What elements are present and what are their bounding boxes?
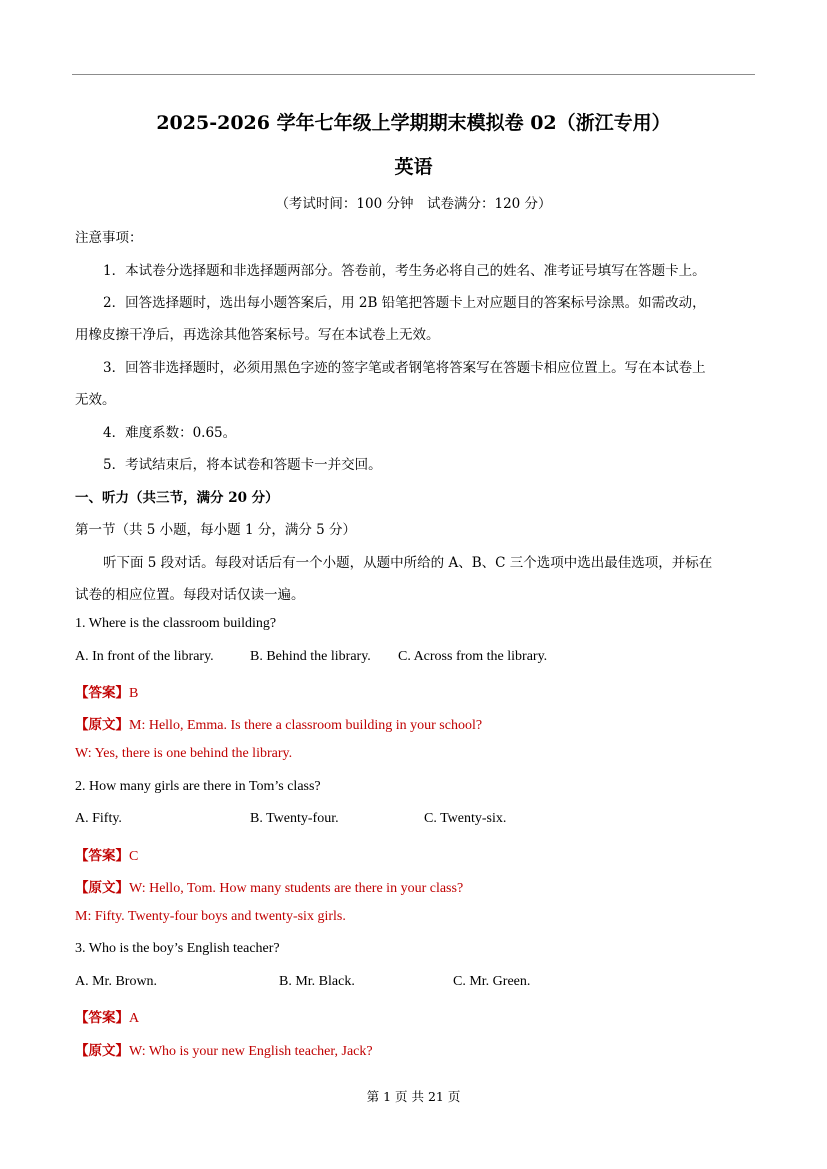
- exam-info: （考试时间：100 分钟 试卷满分：120 分）: [275, 196, 552, 212]
- q3-option-b: B. Mr. Black.: [279, 974, 355, 989]
- q2-option-a: A. Fifty.: [75, 811, 122, 826]
- note-item-3: 3．回答非选择题时，必须用黑色字迹的签字笔或者钢笔将答案写在答题卡相应位置上。写在本试卷上: [103, 360, 706, 376]
- q1-option-b: B. Behind the library.: [250, 649, 371, 664]
- page-title: 2025-2026 学年七年级上学期期末模拟卷 02（浙江专用）: [156, 112, 671, 134]
- transcript-line: M: Hello, Emma. Is there a classroom building in your school?: [129, 718, 483, 733]
- q1-option-c: C. Across from the library.: [398, 649, 548, 664]
- transcript-line: W: Who is your new English teacher, Jack?: [129, 1044, 373, 1059]
- answer-label: 【答案】: [75, 685, 129, 701]
- transcript-label: 【原文】: [75, 717, 129, 733]
- note-item-2: 2．回答选择题时，选出每小题答案后，用 2B 铅笔把答题卡上对应题目的答案标号涂黑。如需改动，: [103, 295, 706, 311]
- transcript-label: 【原文】: [75, 880, 129, 896]
- q3-answer: [75, 1006, 139, 1027]
- q3-option-a: A. Mr. Brown.: [75, 974, 158, 989]
- note-item-2-cont: 用橡皮擦干净后，再选涂其他答案标号。写在本试卷上无效。: [75, 327, 440, 343]
- transcript-label: 【原文】: [75, 1043, 129, 1059]
- question-stem-3: 3. Who is the boy’s English teacher?: [75, 941, 280, 956]
- q2-transcript: [75, 876, 463, 897]
- page-number: 第 1 页 共 21 页: [366, 1089, 461, 1104]
- answer-label: 【答案】: [75, 848, 129, 864]
- instruction-line-1: 听下面 5 段对话。每段对话后有一个小题，从题中所给的 A、B、C 三个选项中选出最佳选项，并标在: [103, 555, 713, 571]
- q3-transcript: [75, 1039, 373, 1060]
- section-heading: 一、听力（共三节，满分 20 分）: [75, 490, 279, 506]
- answer-value: A: [129, 1011, 140, 1026]
- note-item-4: 4．难度系数：0.65。: [103, 425, 237, 441]
- q2-answer: [75, 844, 138, 865]
- header-rule: [72, 74, 755, 75]
- q1-transcript: [75, 713, 482, 734]
- answer-value: C: [129, 849, 139, 864]
- q1-option-a: A. In front of the library.: [75, 649, 214, 664]
- note-item-1: 1．本试卷分选择题和非选择题两部分。答卷前，考生务必将自己的姓名、准考证号填写在答题卡上。: [103, 263, 706, 279]
- answer-label: 【答案】: [75, 1010, 129, 1026]
- notes-heading: 注意事项：: [75, 230, 143, 246]
- question-stem-1: 1. Where is the classroom building?: [75, 616, 277, 631]
- subject-title: 英语: [394, 156, 433, 178]
- question-stem-2: 2. How many girls are there in Tom’s class?: [75, 779, 321, 794]
- transcript-line: W: Hello, Tom. How many students are there in your class?: [129, 881, 464, 896]
- q1-transcript-line-2: W: Yes, there is one behind the library.: [75, 746, 293, 761]
- answer-value: B: [129, 686, 139, 701]
- note-item-5: 5．考试结束后，将本试卷和答题卡一并交回。: [103, 457, 382, 473]
- q2-transcript-line-2: M: Fifty. Twenty-four boys and twenty-six girls.: [75, 909, 346, 924]
- instruction-line-2: 试卷的相应位置。每段对话仅读一遍。: [75, 587, 305, 603]
- q2-option-c: C. Twenty-six.: [424, 811, 507, 826]
- note-item-3-cont: 无效。: [75, 392, 116, 408]
- q3-option-c: C. Mr. Green.: [453, 974, 531, 989]
- q2-option-b: B. Twenty-four.: [250, 811, 339, 826]
- part-heading: 第一节（共 5 小题，每小题 1 分，满分 5 分）: [75, 522, 357, 538]
- q1-answer: [75, 681, 138, 702]
